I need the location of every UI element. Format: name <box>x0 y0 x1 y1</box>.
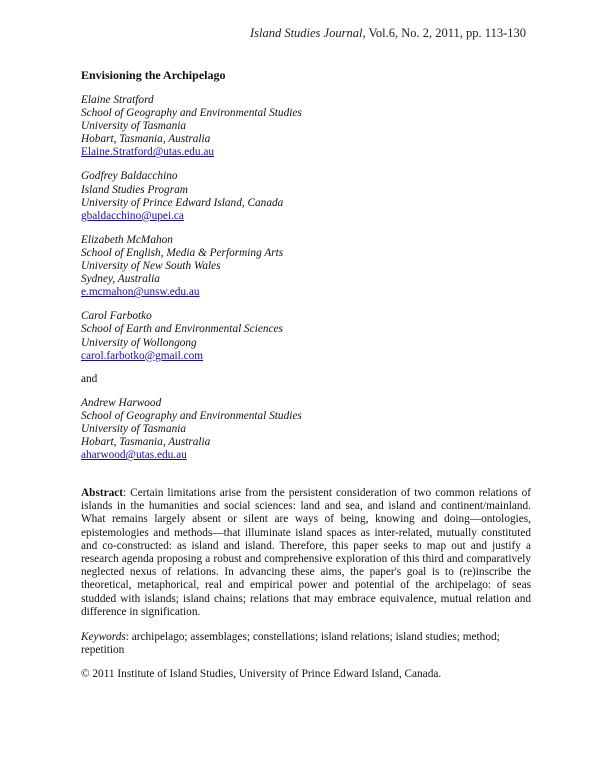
abstract <box>81 487 531 619</box>
journal-name: Island Studies Journal <box>249 26 363 40</box>
abstract-label: Abstract <box>81 487 124 499</box>
author-affiliation: University of New South Wales <box>81 260 221 273</box>
author-email-link[interactable]: gbaldacchino@upei.ca <box>81 209 184 222</box>
author-affiliation: University of Wollongong <box>81 336 197 349</box>
author-email-link[interactable]: Elaine.Stratford@utas.edu.au <box>81 146 215 159</box>
author-affiliation: School of Geography and Environmental Studies <box>81 409 302 422</box>
and-conjunction: and <box>81 372 98 385</box>
copyright-notice: © 2011 Institute of Island Studies, University of Prince Edward Island, Canada. <box>81 668 442 680</box>
author-block <box>81 310 531 362</box>
author-block <box>81 170 531 222</box>
author-block <box>81 397 531 462</box>
author-list <box>81 94 531 473</box>
author-affiliation: Island Studies Program <box>81 183 188 196</box>
author-block <box>81 234 531 299</box>
author-affiliation: School of Geography and Environmental Studies <box>81 107 302 120</box>
author-name: Elizabeth McMahon <box>81 233 173 246</box>
author-email-link[interactable]: e.mcmahon@unsw.edu.au <box>81 286 200 299</box>
author-affiliation: University of Tasmania <box>81 422 187 435</box>
author-affiliation: School of Earth and Environmental Sciences <box>81 323 283 336</box>
author-affiliation: School of English, Media & Performing Arts <box>81 246 284 259</box>
author-name: Godfrey Baldacchino <box>81 170 178 183</box>
author-affiliation: Hobart, Tasmania, Australia <box>81 133 211 146</box>
author-block <box>81 94 531 159</box>
paper-title: Envisioning the Archipelago <box>81 68 226 82</box>
author-affiliation: Sydney, Australia <box>81 273 160 286</box>
author-affiliation: Hobart, Tasmania, Australia <box>81 435 211 448</box>
journal-header <box>250 26 526 41</box>
keywords-text: : archipelago; assemblages; constellations; island relations; island studies; method; repetition <box>81 631 500 657</box>
author-email-link[interactable]: aharwood@utas.edu.au <box>81 449 187 462</box>
author-affiliation: University of Prince Edward Island, Canada <box>81 196 284 209</box>
journal-issue: , Vol.6, No. 2, 2011, pp. 113-130 <box>362 26 526 40</box>
author-affiliation: University of Tasmania <box>81 120 187 133</box>
author-name: Elaine Stratford <box>81 94 154 106</box>
keywords <box>81 631 531 657</box>
author-name: Carol Farbotko <box>81 310 152 323</box>
abstract-text: : Certain limitations arise from the persistent consideration of two common relations of islands in the humanities and social sciences: land and sea, and island and continent/mainland. What remains largely absent or silent are ways of being, knowing and doing—ontologies, epistemologies and methods—that illuminate island spaces as inter-related, mutually constituted and co-constructed: as island and island. Therefore, this paper seeks to map out and justify a research agenda proposing a robust and comprehensive exploration of this third and comparatively neglected nexus of relations. In advancing these aims, the paper's goal is to (re)inscribe the theoretical, metaphorical, real and empirical power and potential of the archipelago: of seas studded with islands; island chains; relations that may embrace equivalence, mutual relation and difference in signification. <box>81 487 531 618</box>
keywords-label: Keywords <box>81 631 126 643</box>
author-email-link[interactable]: carol.farbotko@gmail.com <box>81 349 204 362</box>
author-name: Andrew Harwood <box>81 396 162 409</box>
